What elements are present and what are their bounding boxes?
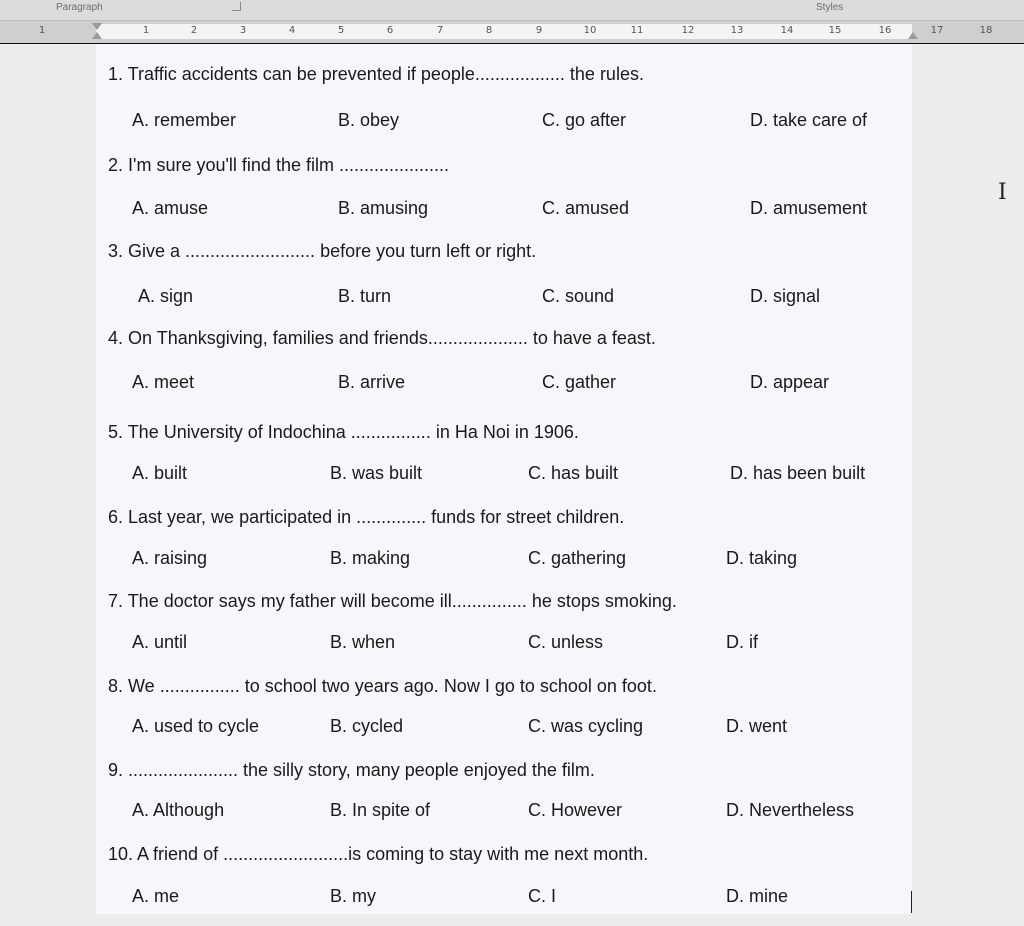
ruler-tick: 3 (239, 25, 247, 36)
ruler-tick: 1 (142, 25, 150, 36)
horizontal-ruler[interactable] (0, 21, 1024, 43)
ruler-tick: 12 (681, 25, 695, 36)
option-c: C. has built (528, 463, 619, 483)
option-c: C. go after (542, 110, 627, 130)
option-d: D. appear (750, 372, 830, 392)
question-7: 7. The doctor says my father will become ill............... he stops smoking. (108, 591, 677, 611)
option-d: D. Nevertheless (726, 800, 855, 820)
paragraph-dialog-launcher-icon[interactable] (232, 2, 241, 11)
option-d: D. mine (726, 886, 789, 906)
left-indent-marker[interactable] (92, 32, 102, 39)
ruler-tick: 1 (38, 25, 46, 36)
option-b: B. In spite of (330, 800, 431, 820)
document-canvas (0, 44, 1024, 926)
ruler-tick: 9 (535, 25, 543, 36)
ruler-tick: 11 (630, 25, 644, 36)
option-b: B. making (330, 548, 411, 568)
option-c: C. was cycling (528, 716, 644, 736)
ruler-tick: 16 (878, 25, 892, 36)
ruler-tick: 8 (485, 25, 493, 36)
ruler-tick: 4 (288, 25, 296, 36)
option-c: C. unless (528, 632, 604, 652)
question-4: 4. On Thanksgiving, families and friends.................... to have a feast. (108, 328, 656, 348)
option-d: D. went (726, 716, 788, 736)
option-a: A. sign (138, 286, 194, 306)
option-a: A. meet (132, 372, 195, 392)
option-a: A. me (132, 886, 180, 906)
right-indent-marker[interactable] (908, 32, 918, 39)
question-8: 8. We ................ to school two years ago. Now I go to school on foot. (108, 676, 657, 696)
question-2: 2. I'm sure you'll find the film ...................... (108, 155, 449, 175)
ruler-tick: 7 (436, 25, 444, 36)
ruler-tick: 10 (583, 25, 597, 36)
insertion-caret (911, 891, 912, 913)
ruler-tick: 6 (386, 25, 394, 36)
option-b: B. was built (330, 463, 423, 483)
ruler-tick: 15 (828, 25, 842, 36)
question-3: 3. Give a .......................... before you turn left or right. (108, 241, 537, 261)
ribbon-group-bar (0, 0, 1024, 21)
option-a: A. built (132, 463, 188, 483)
option-b: B. arrive (338, 372, 406, 392)
option-c: C. gather (542, 372, 617, 392)
option-b: B. amusing (338, 198, 429, 218)
option-c: C. However (528, 800, 623, 820)
option-b: B. my (330, 886, 377, 906)
question-1: 1. Traffic accidents can be prevented if people.................. the rules. (108, 64, 644, 84)
option-d: D. take care of (750, 110, 868, 130)
option-a: A. used to cycle (132, 716, 260, 736)
option-a: A. amuse (132, 198, 209, 218)
option-c: C. gathering (528, 548, 627, 568)
option-c: C. sound (542, 286, 615, 306)
ruler-tick: 17 (930, 25, 944, 36)
option-b: B. obey (338, 110, 400, 130)
question-9: 9. ...................... the silly story, many people enjoyed the film. (108, 760, 595, 780)
option-d: D. amusement (750, 198, 868, 218)
option-a: A. until (132, 632, 188, 652)
option-b: B. cycled (330, 716, 404, 736)
ruler-tick: 18 (979, 25, 993, 36)
question-6: 6. Last year, we participated in .............. funds for street children. (108, 507, 625, 527)
question-10: 10. A friend of .........................is coming to stay with me next month. (108, 844, 649, 864)
option-d: D. signal (750, 286, 821, 306)
ruler-tick: 2 (190, 25, 198, 36)
first-line-indent-marker[interactable] (92, 23, 102, 30)
option-a: A. raising (132, 548, 208, 568)
ruler-tick: 14 (780, 25, 794, 36)
paragraph-group-label: Paragraph (56, 2, 103, 13)
option-d: D. taking (726, 548, 798, 568)
option-b: B. turn (338, 286, 392, 306)
option-b: B. when (330, 632, 396, 652)
text-cursor-icon: I (998, 180, 1007, 205)
ruler-tick: 5 (337, 25, 345, 36)
option-a: A. remember (132, 110, 237, 130)
option-c: C. amused (542, 198, 630, 218)
option-d: D. has been built (730, 463, 866, 483)
option-d: D. if (726, 632, 759, 652)
styles-group-label: Styles (816, 2, 844, 13)
ruler-tick: 13 (730, 25, 744, 36)
option-a: A. Although (132, 800, 225, 820)
question-5: 5. The University of Indochina ................ in Ha Noi in 1906. (108, 422, 579, 442)
option-c: C. I (528, 886, 557, 906)
